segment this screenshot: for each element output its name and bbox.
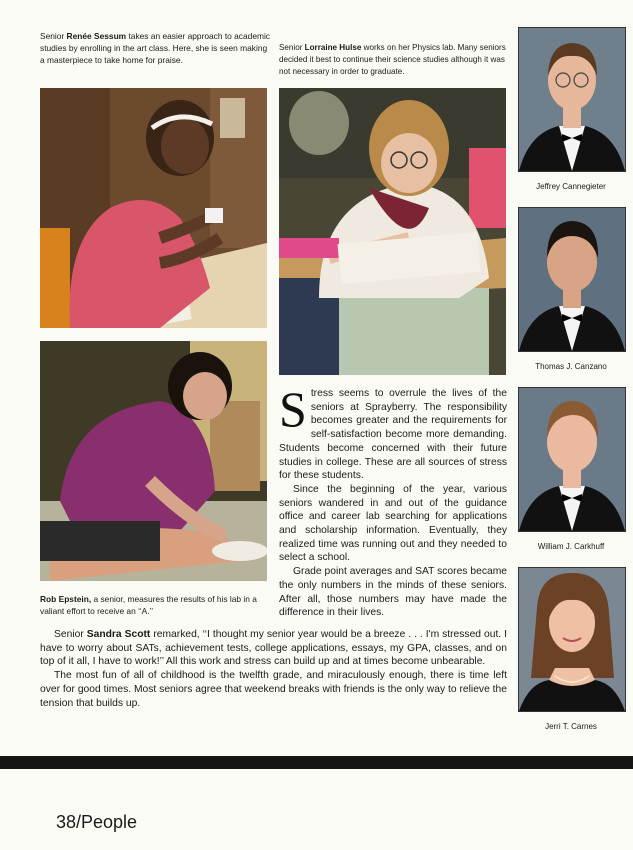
portrait-name-william: William J. Carkhuff: [537, 542, 605, 551]
portrait-thomas-canzano: [518, 207, 626, 352]
article-paragraph-2: Since the beginning of the year, various seniors wandered in and out of the guidance office and career lab searching for applications and scholarship information. Eventually, they realized time was running out and they needed to select a school.: [279, 483, 507, 564]
article-paragraph-5: The most fun of all of childhood is the twelfth grade, and miraculously enough, there is time left over for good times. Most seniors agree that weekend breaks with friends is the only way to relieve the tension that builds up.: [40, 670, 507, 709]
article-full-width: [40, 628, 507, 710]
photo-physics-lab: [279, 88, 506, 375]
photo-art-class: [40, 88, 267, 328]
caption-lorraine-name: Lorraine Hulse: [304, 43, 362, 52]
caption-renee-name: Renée Sessum: [66, 31, 127, 41]
drop-cap: S: [279, 381, 307, 437]
article-paragraph-4: Senior Sandra Scott remarked, ‘‘I thought my senior year would be a breeze . . . I'm stressed out. I have to worry about SATs, achievement tests, college applications, essays, my GPA, classes, and on top of it all, I have to work!’’ All this work and stress can build up and at times become unbearable.: [40, 629, 507, 668]
article-paragraph-3: Grade point averages and SAT scores became the only numbers in the minds of these seniors. After all, those numbers may have made the difference in their lives.: [279, 566, 507, 619]
portrait-jeffrey-cannegieter: [518, 27, 626, 172]
footer-rule: [0, 756, 633, 769]
article-column: [279, 381, 507, 620]
portrait-name-jeffrey: Jeffrey Cannegieter: [536, 182, 606, 191]
caption-lorraine: Senior Lorraine Hulse works on her Physics lab. Many seniors decided it best to continue their science studies although it was not necessary in order to graduate.: [279, 43, 506, 76]
caption-rob: Rob Epstein, a senior, measures the results of his lab in a valiant effort to receive an ‘‘A.’’: [40, 594, 257, 616]
caption-rob-name: Rob Epstein,: [40, 594, 92, 604]
portrait-jerri-carnes: [518, 567, 626, 712]
portrait-william-carkhuff: [518, 387, 626, 532]
photo-rob-lab: [40, 341, 267, 581]
article-paragraph-1: Stress seems to overrule the lives of the seniors at Sprayberry. The responsibility becomes greater and the requirements for self-satisfaction become more demanding. Students become concerned with their future studies in college. These are all sources of stress for these students.: [279, 381, 507, 482]
quote-name: Sandra Scott: [86, 629, 151, 640]
caption-renee: Senior Renée Sessum takes an easier approach to academic studies by enrolling in the art class. Here, she is seen making a masterpiece to take home for praise.: [40, 31, 270, 65]
page-folio: 38/People: [56, 812, 138, 832]
portrait-name-thomas: Thomas J. Canzano: [535, 362, 607, 371]
portrait-name-jerri: Jerri T. Carnes: [545, 722, 597, 731]
